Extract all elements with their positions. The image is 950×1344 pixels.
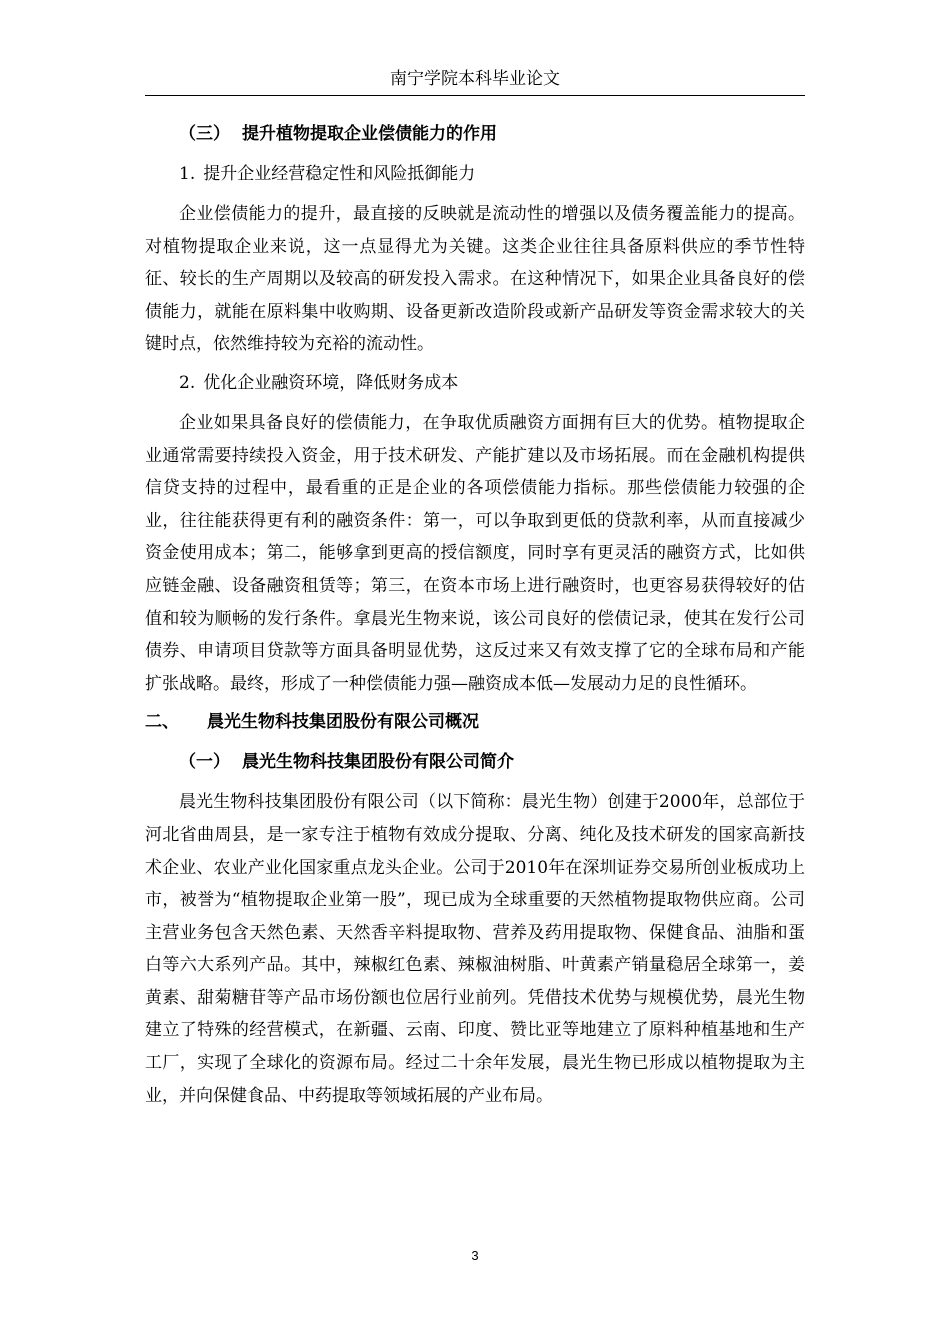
header-rule	[145, 95, 805, 96]
section-heading-1	[145, 744, 805, 780]
section-title: 提升植物提取企业偿债能力的作用	[242, 124, 497, 144]
subsection-heading-2	[145, 365, 805, 401]
chapter-title: 晨光生物科技集团股份有限公司概况	[207, 712, 479, 733]
subsection-title: 提升企业经营稳定性和风险抵御能力	[203, 164, 476, 184]
section-heading-3	[145, 116, 805, 152]
page-body	[145, 116, 805, 1116]
chapter-number: 二、	[145, 712, 179, 733]
section-title: 晨光生物科技集团股份有限公司简介	[242, 752, 514, 773]
page-number: 3	[471, 1248, 479, 1263]
subsection-heading-1	[145, 156, 805, 192]
subsection-title: 优化企业融资环境，降低财务成本	[203, 372, 459, 393]
section-number: （一）	[179, 752, 230, 773]
page-header-title: 南宁学院本科毕业论文	[390, 69, 560, 89]
subsection-number: 1.	[179, 164, 196, 184]
paragraph-1: 企业偿债能力的提升，最直接的反映就是流动性的增强以及债务覆盖能力的提高。对植物提取企业来说，这一点显得尤为关键。这类企业往往具备原料供应的季节性特征、较长的生产周期以及较高的研发投入需求。在这种情况下，如果企业具备良好的偿债能力，就能在原料集中收购期、设备更新改造阶段或新产品研发等资金需求较大的关键时点，依然维持较为充裕的流动性。	[145, 204, 805, 355]
paragraph-2: 企业如果具备良好的偿债能力，在争取优质融资方面拥有巨大的优势。植物提取企业通常需要持续投入资金，用于技术研发、产能扩建以及市场拓展。而在金融机构提供信贷支持的过程中，最看重的正是企业的各项偿债能力指标。那些偿债能力较强的企业，往往能获得更有利的融资条件：第一，可以争取到更低的贷款利率，从而直接减少资金使用成本；第二，能够拿到更高的授信额度，同时享有更灵活的融资方式，比如供应链金融、设备融资租赁等；第三，在资本市场上进行融资时，也更容易获得较好的估值和较为顺畅的发行条件。拿晨光生物来说，该公司良好的偿债记录，使其在发行公司债券、申请项目贷款等方面具备明显优势，这反过来又有效支撑了它的全球布局和产能扩张战略。最终，形成了一种偿债能力强—融资成本低—发展动力足的良性循环。	[145, 412, 805, 694]
section-number: （三）	[179, 124, 230, 144]
chapter-heading-2	[145, 704, 805, 740]
subsection-number: 2.	[179, 372, 196, 393]
paragraph-3: 晨光生物科技集团股份有限公司（以下简称：晨光生物）创建于2000年，总部位于河北省曲周县，是一家专注于植物有效成分提取、分离、纯化及技术研发的国家高新技术企业、农业产业化国家重点龙头企业。公司于2010年在深圳证券交易所创业板成功上市，被誉为“植物提取企业第一股”，现已成为全球重要的天然植物提取物供应商。公司主营业务包含天然色素、天然香辛料提取物、营养及药用提取物、保健食品、油脂和蛋白等六大系列产品。其中，辣椒红色素、辣椒油树脂、叶黄素产销量稳居全球第一，姜黄素、甜菊糖苷等产品市场份额也位居行业前列。凭借技术优势与规模优势，晨光生物建立了特殊的经营模式，在新疆、云南、印度、赞比亚等地建立了原料种植基地和生产工厂，实现了全球化的资源布局。经过二十余年发展，晨光生物已形成以植物提取为主业，并向保健食品、中药提取等领域拓展的产业布局。	[145, 792, 805, 1106]
